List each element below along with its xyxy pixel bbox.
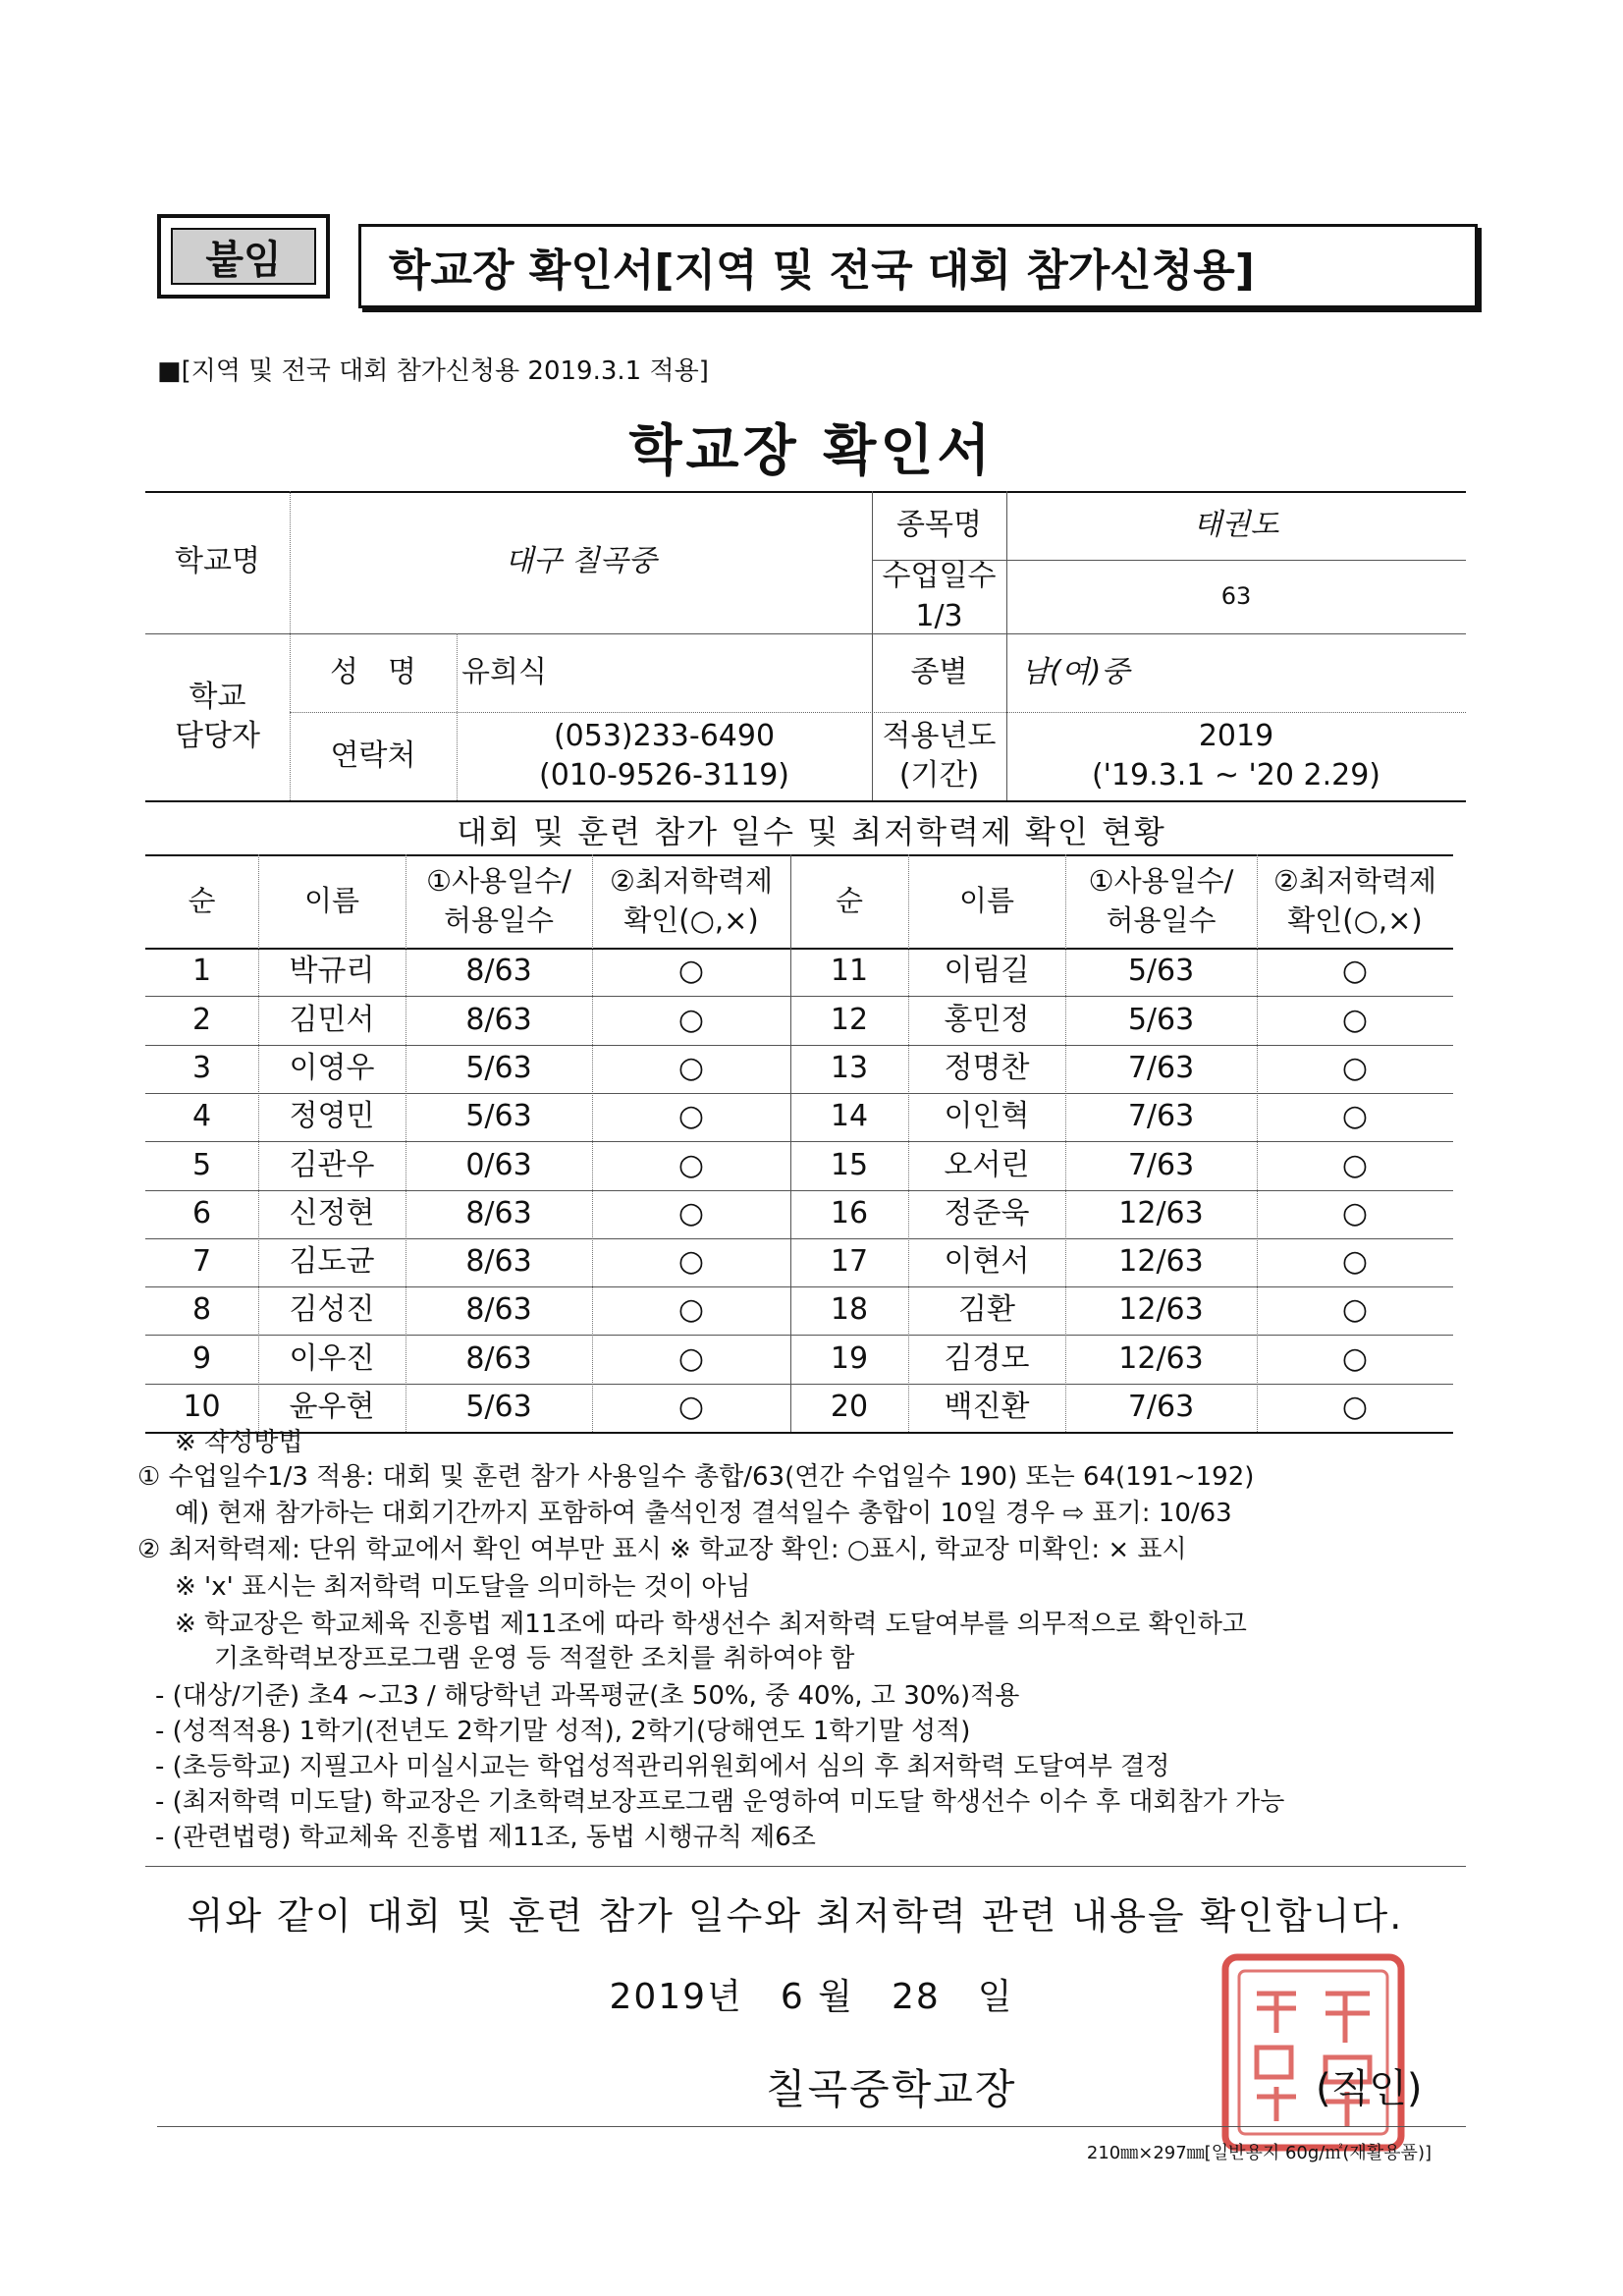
table-header-cell	[1065, 854, 1257, 948]
table-cell-days: 0/63	[465, 1147, 532, 1182]
year-label-line2: (기간)	[898, 758, 980, 793]
table-header-text: ①사용일수/	[426, 864, 571, 899]
section-title: 대회 및 훈련 참가 일수 및 최저학력제 확인 현황	[457, 813, 1166, 850]
signer-title: 칠곡중학교장	[766, 2065, 1017, 2113]
table-row-border	[145, 1432, 1453, 1434]
table-cell-days: 5/63	[465, 1099, 532, 1134]
table-cell-check: ○	[1341, 1002, 1369, 1037]
table-header-cell	[406, 854, 592, 948]
school-days-label-line2: 1/3	[915, 598, 963, 633]
applicability-note: ■[지역 및 전국 대회 참가신청용 2019.3.1 적용]	[157, 356, 709, 386]
table-cell-name: 김경모	[944, 1340, 1030, 1376]
table-cell-name: 이영우	[289, 1050, 375, 1085]
contact-value	[457, 712, 872, 800]
table-cell-no: 2	[191, 1002, 212, 1037]
table-cell-days: 12/63	[1118, 1244, 1204, 1280]
gender-value: 남(여)중	[1021, 654, 1130, 689]
table-cell-days: 8/63	[465, 1340, 532, 1376]
school-days-label	[872, 560, 1006, 633]
table-cell-name: 김민서	[289, 1002, 375, 1037]
table-header-text: 확인(○,×)	[623, 902, 759, 937]
table-cell-no: 13	[830, 1050, 869, 1085]
table-cell-check: ○	[677, 1099, 705, 1134]
contact-label: 연락처	[330, 738, 416, 773]
notes-bottom-border	[145, 1866, 1466, 1867]
school-days-label-line1: 수업일수	[882, 559, 997, 593]
paper-spec-footer: 210㎜×297㎜[일반용지 60g/㎡(재활용품)]	[1086, 2143, 1432, 2163]
note-line: 기초학력보장프로그램 운영 등 적절한 조치를 취하여야 함	[214, 1644, 855, 1673]
closing-statement: 위와 같이 대회 및 훈련 참가 일수와 최저학력 관련 내용을 확인합니다.	[187, 1894, 1404, 1938]
note-line: - (초등학교) 지필고사 미실시교는 학업성적관리위원회에서 심의 후 최저학력 도달여부 결정	[155, 1752, 1170, 1781]
table-cell-check: ○	[677, 954, 705, 989]
table-cell-name: 신정현	[289, 1195, 375, 1230]
table-header-cell	[1257, 854, 1453, 948]
table-row-border	[145, 1045, 1453, 1046]
footer-border	[157, 2126, 1466, 2127]
table-cell-days: 8/63	[465, 1002, 532, 1037]
table-cell-days: 5/63	[1127, 1002, 1195, 1037]
table-cell-check: ○	[1341, 1244, 1369, 1280]
table-cell-days: 8/63	[465, 954, 532, 989]
table-header-text: 순	[188, 883, 216, 917]
table-header-text: 이름	[303, 883, 360, 917]
table-row-border	[145, 1093, 1453, 1094]
note-line: - (관련법령) 학교체육 진흥법 제11조, 동법 시행규칙 제6조	[155, 1823, 816, 1852]
table-header-cell	[908, 854, 1065, 948]
table-header-text: 확인(○,×)	[1287, 902, 1423, 937]
info-bottom-border	[145, 800, 1466, 802]
table-header-cell	[790, 854, 908, 948]
table-cell-no: 16	[830, 1195, 869, 1230]
table-cell-no: 3	[191, 1050, 212, 1085]
year-label-line1: 적용년도	[882, 718, 997, 753]
year-value	[1006, 712, 1466, 800]
table-cell-no: 6	[191, 1195, 212, 1230]
table-header-text: 순	[835, 883, 863, 917]
table-cell-days: 5/63	[1127, 954, 1195, 989]
table-cell-no: 10	[183, 1390, 221, 1425]
table-row-border	[145, 1384, 1453, 1385]
signature-date: 2019년 6 월 28 일	[609, 1977, 1014, 2017]
table-header-cell	[258, 854, 406, 948]
table-cell-name: 김환	[958, 1292, 1015, 1328]
note-line: - (최저학력 미도달) 학교장은 기초학력보장프로그램 운영하여 미도달 학생선수 이수 후 대회참가 가능	[155, 1787, 1285, 1817]
table-cell-check: ○	[677, 1195, 705, 1230]
table-cell-check: ○	[1341, 1147, 1369, 1182]
name-value: 유희식	[461, 654, 547, 689]
table-cell-days: 8/63	[465, 1292, 532, 1328]
table-cell-no: 19	[830, 1340, 869, 1376]
table-row-border	[145, 1190, 1453, 1191]
note-line: 예) 현재 참가하는 대회기간까지 포함하여 출석인정 결석일수 총합이 10일 경우 ⇨ 표기: 10/63	[175, 1499, 1232, 1528]
attachment-tag-label: 붙임	[171, 228, 316, 285]
note-line: ※ 학교장은 학교체육 진흥법 제11조에 따라 학생선수 최저학력 도달여부를 의무적으로 확인하고	[175, 1610, 1247, 1639]
table-cell-check: ○	[1341, 1390, 1369, 1425]
staff-label	[145, 633, 290, 800]
table-cell-name: 이림길	[944, 954, 1030, 989]
school-name-label: 학교명	[175, 544, 260, 579]
table-cell-no: 18	[830, 1292, 869, 1328]
school-name-value: 대구 칠곡중	[505, 544, 657, 579]
banner-title: 학교장 확인서[지역 및 전국 대회 참가신청용]	[358, 224, 1478, 308]
table-cell-name: 박규리	[289, 954, 375, 989]
table-header-text: ②최저학력제	[1272, 864, 1437, 899]
table-cell-days: 8/63	[465, 1195, 532, 1230]
official-seal-stamp	[1217, 1949, 1409, 2156]
table-cell-days: 7/63	[1127, 1390, 1195, 1425]
table-cell-check: ○	[1341, 1050, 1369, 1085]
table-cell-check: ○	[677, 1340, 705, 1376]
attachment-tag	[157, 214, 330, 299]
table-cell-name: 홍민정	[944, 1002, 1030, 1037]
staff-label-line1: 학교	[189, 679, 246, 714]
table-header-text: ②최저학력제	[609, 864, 774, 899]
table-cell-name: 이인혁	[944, 1099, 1030, 1134]
table-cell-check: ○	[677, 1244, 705, 1280]
note-line: - (대상/기준) 초4 ~고3 / 해당학년 과목평균(초 50%, 중 40%, 고 30%)적용	[155, 1681, 1020, 1711]
table-cell-days: 7/63	[1127, 1050, 1195, 1085]
table-header-text: ①사용일수/	[1088, 864, 1234, 899]
table-cell-name: 정명찬	[944, 1050, 1030, 1085]
table-cell-check: ○	[677, 1390, 705, 1425]
table-header-text: 이름	[958, 883, 1015, 917]
note-line: ※ 'x' 표시는 최저학력 미도달을 의미하는 것이 아님	[175, 1572, 751, 1602]
table-cell-no: 4	[191, 1099, 212, 1134]
table-cell-name: 김관우	[289, 1147, 375, 1182]
table-cell-no: 20	[830, 1390, 869, 1425]
notes-heading: ※ 작성방법	[175, 1428, 303, 1457]
table-row-border	[145, 1335, 1453, 1336]
table-cell-check: ○	[677, 1147, 705, 1182]
note-line: ① 수업일수1/3 적용: 대회 및 훈련 참가 사용일수 총합/63(연간 수업일수 190) 또는 64(191~192)	[137, 1462, 1255, 1492]
table-cell-no: 15	[830, 1147, 869, 1182]
table-row-border	[145, 996, 1453, 997]
table-cell-name: 이우진	[289, 1340, 375, 1376]
table-cell-days: 5/63	[465, 1390, 532, 1425]
school-days-value: 63	[1220, 582, 1252, 611]
table-cell-name: 백진환	[944, 1390, 1030, 1425]
table-cell-check: ○	[677, 1050, 705, 1085]
staff-label-line2: 담당자	[175, 719, 260, 753]
table-header-cell	[592, 854, 790, 948]
contact-phone-office: (053)233-6490	[553, 718, 776, 753]
table-header-cell	[145, 854, 258, 948]
table-cell-no: 17	[830, 1244, 869, 1280]
table-cell-no: 5	[191, 1147, 212, 1182]
year-value-line2: ('19.3.1 ~ '20 2.29)	[1091, 758, 1381, 793]
table-cell-no: 11	[830, 954, 869, 989]
sport-label: 종목명	[896, 507, 982, 542]
table-cell-check: ○	[1341, 1195, 1369, 1230]
table-row-border	[145, 1141, 1453, 1142]
table-cell-days: 8/63	[465, 1244, 532, 1280]
table-header-text: 허용일수	[1106, 902, 1217, 937]
seal-label: (직인)	[1316, 2066, 1423, 2111]
table-row-border	[145, 1238, 1453, 1239]
note-line: - (성적적용) 1학기(전년도 2학기말 성적), 2학기(당해연도 1학기말 성적)	[155, 1717, 971, 1746]
table-cell-days: 12/63	[1118, 1195, 1204, 1230]
table-cell-days: 7/63	[1127, 1099, 1195, 1134]
table-cell-days: 12/63	[1118, 1340, 1204, 1376]
name-label: 성 명	[330, 654, 416, 689]
table-cell-name: 김도균	[289, 1244, 375, 1280]
table-cell-check: ○	[1341, 1292, 1369, 1328]
table-cell-no: 9	[191, 1340, 212, 1376]
table-cell-check: ○	[1341, 954, 1369, 989]
table-cell-name: 오서린	[944, 1147, 1030, 1182]
contact-phone-mobile: (010-9526-3119)	[538, 758, 789, 793]
table-cell-days: 12/63	[1118, 1292, 1204, 1328]
table-cell-name: 김성진	[289, 1292, 375, 1328]
table-cell-no: 8	[191, 1292, 212, 1328]
gender-label: 종별	[910, 654, 968, 689]
table-cell-check: ○	[677, 1292, 705, 1328]
table-header-text: 허용일수	[443, 902, 555, 937]
table-cell-days: 5/63	[465, 1050, 532, 1085]
table-cell-check: ○	[1341, 1099, 1369, 1134]
table-cell-no: 1	[191, 954, 212, 989]
year-label	[872, 712, 1006, 800]
table-cell-name: 정준욱	[944, 1195, 1030, 1230]
sport-value: 태권도	[1193, 507, 1279, 542]
table-cell-no: 12	[830, 1002, 869, 1037]
table-row-border	[145, 1286, 1453, 1287]
table-cell-check: ○	[677, 1002, 705, 1037]
note-line: ② 최저학력제: 단위 학교에서 확인 여부만 표시 ※ 학교장 확인: ○표시, 학교장 미확인: × 표시	[137, 1535, 1187, 1564]
year-value-line1: 2019	[1198, 718, 1274, 753]
table-cell-name: 정영민	[289, 1099, 375, 1134]
table-cell-name: 이현서	[944, 1244, 1030, 1280]
table-cell-check: ○	[1341, 1340, 1369, 1376]
document-title: 학교장 확인서	[628, 419, 995, 483]
table-cell-no: 14	[830, 1099, 869, 1134]
table-cell-no: 7	[191, 1244, 212, 1280]
table-cell-name: 윤우현	[289, 1390, 375, 1425]
table-cell-days: 7/63	[1127, 1147, 1195, 1182]
